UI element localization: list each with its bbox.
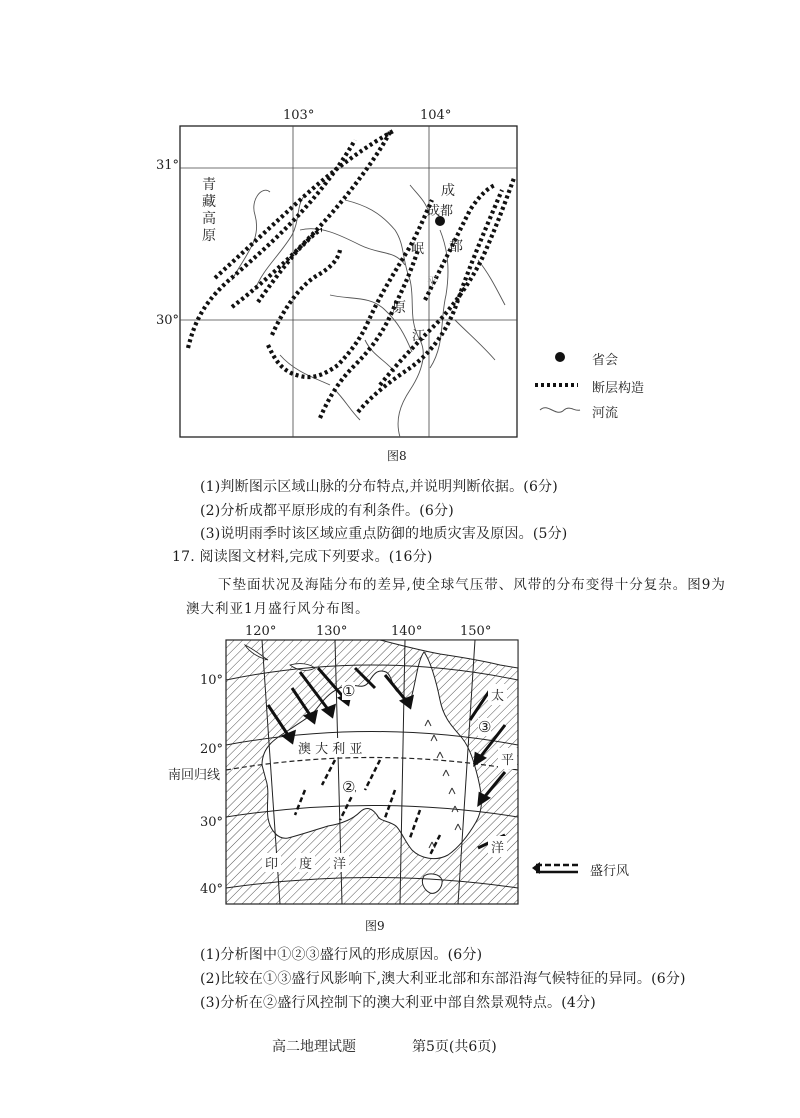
q17-heading: 17. 阅读图文材料,完成下列要求。(16分)	[172, 549, 433, 565]
q17-material-line2: 澳大利亚1月盛行风分布图。	[186, 601, 370, 617]
wind-marker-1: ①	[342, 682, 356, 700]
f9-legend-label: 盛行风	[590, 864, 630, 879]
ocean-pacific-1: 太	[488, 684, 507, 705]
f9-lon-140: 140°	[391, 624, 423, 639]
f9-lon-120: 120°	[245, 624, 277, 639]
footer-title: 高二地理试题	[272, 1039, 356, 1055]
q17-item-1: (1)分析图中①②③盛行风的形成原因。(6分)	[200, 947, 483, 963]
figure-8-caption: 图8	[387, 449, 407, 463]
tropic-label: 南回归线	[168, 768, 221, 783]
f9-lat-20: 20°	[200, 742, 224, 757]
q16-item-2: (2)分析成都平原形成的有利条件。(6分)	[200, 503, 454, 519]
ocean-pacific-3: 洋	[488, 836, 507, 857]
lon-label-103: 103°	[283, 108, 315, 123]
q17-item-3: (3)分析在②盛行风控制下的澳大利亚中部自然景观特点。(4分)	[200, 995, 596, 1011]
ocean-pacific-2: 平	[498, 748, 517, 769]
ocean-indian-3: 洋	[330, 853, 349, 872]
wind-marker-3: ③	[478, 718, 492, 736]
q17-item-2: (2)比较在①③盛行风影响下,澳大利亚北部和东部沿海气候特征的异同。(6分)	[200, 971, 686, 987]
wind-marker-2: ②	[342, 778, 356, 796]
plain-label-ping: 平	[427, 275, 438, 288]
plain-label-yuan: 原	[392, 300, 406, 316]
figure-9-caption: 图9	[365, 919, 385, 933]
f9-lat-30: 30°	[200, 815, 224, 830]
q17-material-line1: 下垫面状况及海陆分布的差异,使全球气压带、风带的分布变得十分复杂。图9为	[218, 577, 726, 593]
f9-lon-150: 150°	[460, 624, 492, 639]
city-label-chengdu: 成都	[427, 204, 454, 219]
f9-lat-10: 10°	[200, 673, 224, 688]
country-label: 澳 大 利 亚	[296, 738, 364, 757]
ocean-indian-1: 印	[262, 853, 281, 872]
legend-label-capital: 省会	[592, 353, 619, 368]
lat-label-31: 31°	[156, 158, 180, 173]
river-label-jiang: 江	[412, 329, 426, 344]
river-label-min: 岷	[411, 242, 425, 257]
f9-lat-40: 40°	[200, 882, 224, 897]
plateau-label: 青 藏 高 原	[202, 177, 216, 244]
legend-label-river: 河流	[592, 406, 619, 421]
ocean-indian-2: 度	[296, 853, 315, 872]
q16-item-1: (1)判断图示区域山脉的分布特点,并说明判断依据。(6分)	[200, 479, 558, 495]
plain-label-cheng: 成	[441, 183, 455, 199]
lon-label-104: 104°	[420, 108, 452, 123]
lat-label-30: 30°	[156, 313, 180, 328]
q16-item-3: (3)说明雨季时该区域应重点防御的地质灾害及原因。(5分)	[200, 526, 568, 542]
plain-label-du: 都	[449, 239, 463, 255]
legend-label-fault: 断层构造	[592, 381, 645, 396]
f9-lon-130: 130°	[316, 624, 348, 639]
footer-page: 第5页(共6页)	[412, 1039, 497, 1055]
